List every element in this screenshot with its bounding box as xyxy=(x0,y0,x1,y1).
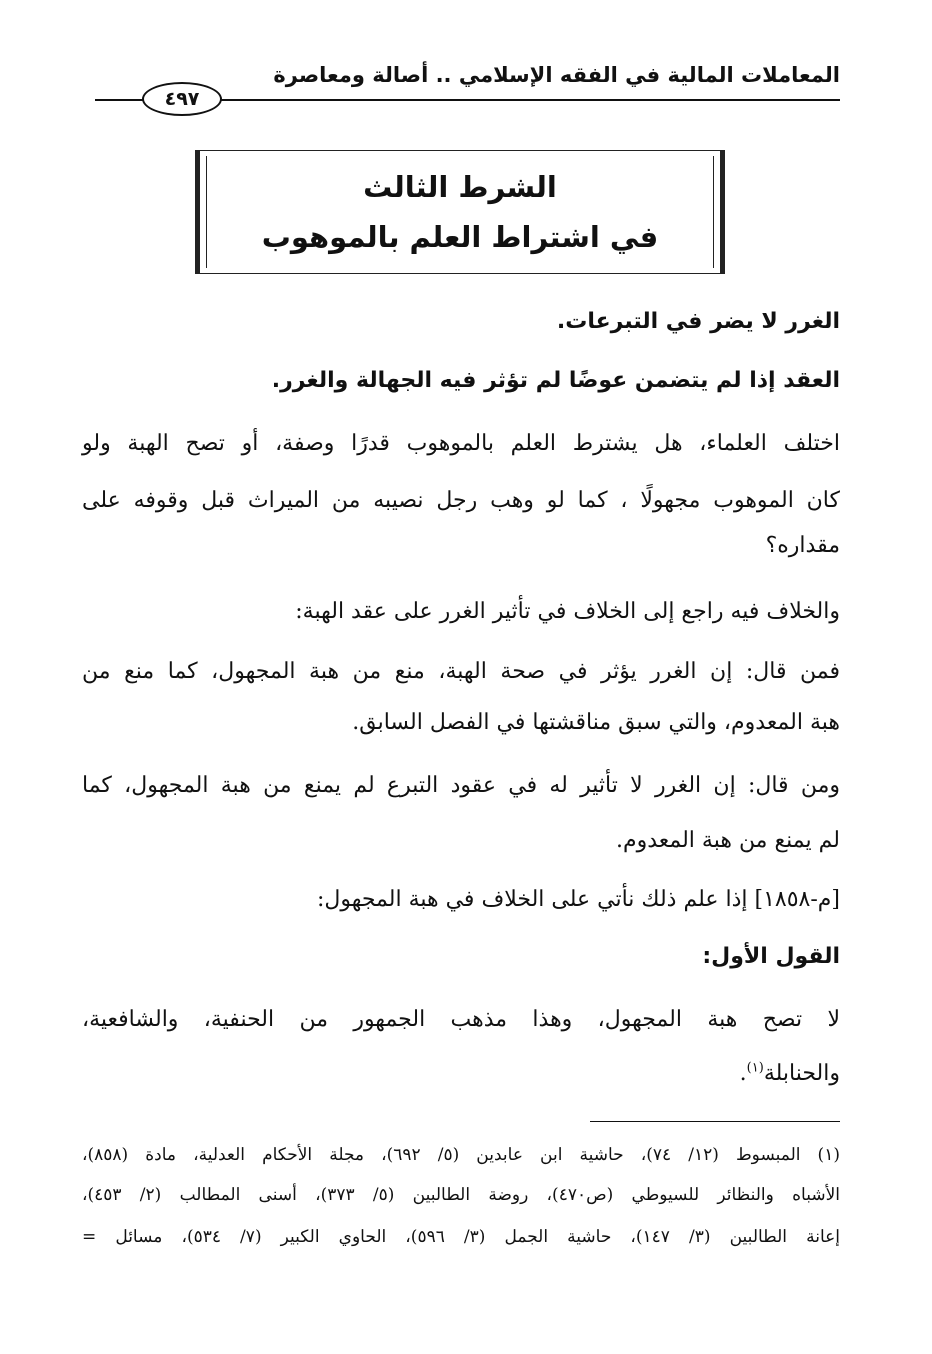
paragraph-6-line-2 xyxy=(82,1054,840,1094)
section-title-line1: الشرط الثالث xyxy=(363,170,557,204)
paragraph-4-line-2: لم يمنع من هبة المعدوم. xyxy=(615,828,840,853)
footnote-line-1: (١) المبسوط (١٢/ ٧٤)، حاشية ابن عابدين (٥/ ٦٩٢)، مجلة الأحكام العدلية، مادة (٨٥٨)، xyxy=(82,1145,840,1165)
footnote-reference: (١) xyxy=(746,1060,764,1076)
paragraph-3-line-1: فمن قال: إن الغرر يؤثر في صحة الهبة، منع من هبة المجهول، كما منع من xyxy=(82,659,840,684)
page-number: ٤٩٧ xyxy=(142,82,222,116)
paragraph-1-line-2: كان الموهوب مجهولًا ، كما لو وهب رجل نصيبه من الميراث قبل وقوفه على xyxy=(82,488,840,513)
first-opinion-heading: القول الأول: xyxy=(702,944,840,969)
footnote-rule xyxy=(590,1121,840,1122)
paragraph-5-line-1: [م-١٨٥٨] إذا علم ذلك نأتي على الخلاف في هبة المجهول: xyxy=(316,887,840,912)
footnote-line-2: الأشباه والنظائر للسيوطي (ص٤٧٠)، روضة الطالبين (٥/ ٣٧٣)، أسنى المطالب (٢/ ٤٥٣)، xyxy=(82,1185,841,1205)
paragraph-2-line-1: والخلاف فيه راجع إلى الخلاف في تأثير الغرر على عقد الهبة: xyxy=(295,599,840,624)
section-title xyxy=(196,162,724,262)
running-header-title: المعاملات المالية في الفقه الإسلامي .. أصالة ومعاصرة xyxy=(273,63,840,87)
rule-line-2: العقد إذا لم يتضمن عوضًا لم تؤثر فيه الجهالة والغرر. xyxy=(271,368,840,393)
section-title-line2: في اشتراط العلم بالموهوب xyxy=(261,220,659,254)
paragraph-3-line-2: هبة المعدوم، والتي سبق مناقشتها في الفصل السابق. xyxy=(352,710,840,735)
paragraph-6-line-1: لا تصح هبة المجهول، وهذا مذهب الجمهور من الحنفية، والشافعية، xyxy=(82,1007,840,1032)
rule-line-1: الغرر لا يضر في التبرعات. xyxy=(556,309,840,334)
section-title-frame xyxy=(196,150,724,274)
paragraph-6-period: . xyxy=(739,1061,747,1086)
paragraph-6-text: والحنابلة xyxy=(763,1061,840,1086)
paragraph-1-line-1: اختلف العلماء، هل يشترط العلم بالموهوب قدرًا وصفة، أو تصح الهبة ولو xyxy=(82,431,840,456)
footnote-line-3: إعانة الطالبين (٣/ ١٤٧)، حاشية الجمل (٣/ ٥٩٦)، الحاوي الكبير (٧/ ٥٣٤)، مسائل = xyxy=(82,1227,840,1247)
paragraph-4-line-1: ومن قال: إن الغرر لا تأثير له في عقود التبرع لم يمنع من هبة المجهول، كما xyxy=(82,773,840,798)
paragraph-1-line-3: مقداره؟ xyxy=(765,533,840,558)
